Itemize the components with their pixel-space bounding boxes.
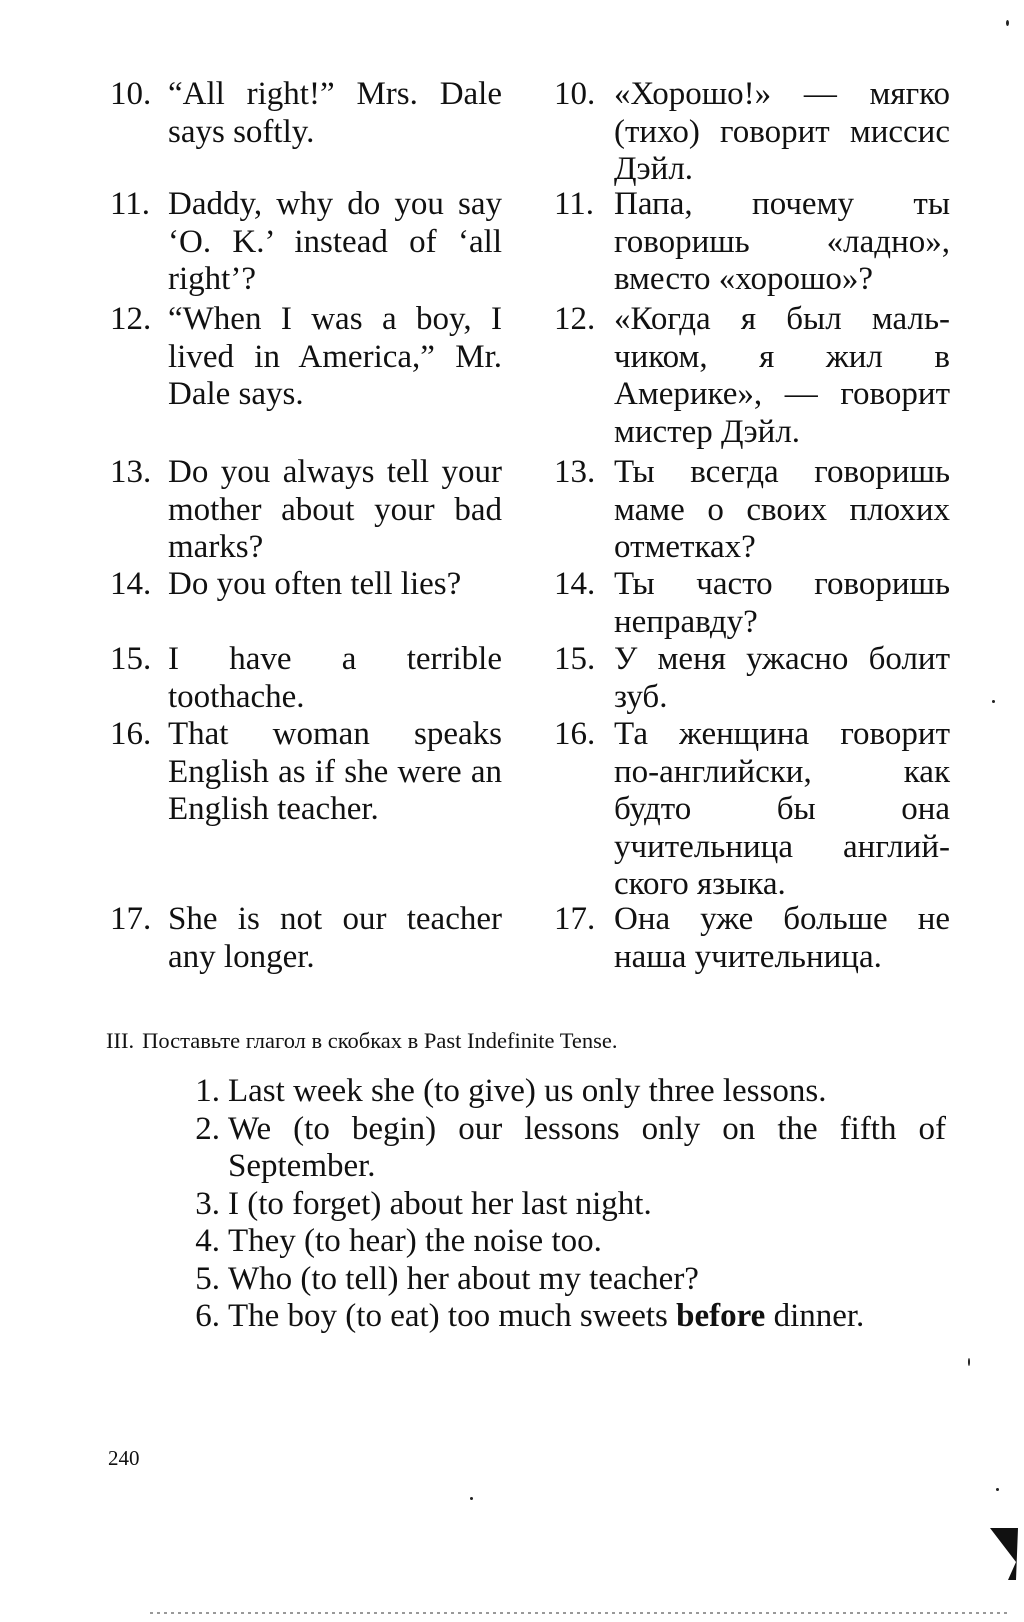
russian-sentence-text: «Хорошо!» — мягко (тихо) говорит миссис Дэйл. — [614, 76, 950, 187]
parallel-translation-list — [110, 76, 950, 981]
russian-sentence — [554, 901, 950, 976]
russian-sentence-number: 12. — [554, 301, 596, 337]
english-sentence-text: She is not our teacher any longer. — [168, 901, 502, 975]
russian-sentence — [554, 301, 950, 451]
scan-speck — [470, 1497, 473, 1500]
russian-sentence — [554, 454, 950, 567]
russian-sentence-number: 16. — [554, 716, 596, 752]
exercise-item-number: 6. — [195, 1298, 220, 1334]
exercise-item-text: They (to hear) the noise too. — [228, 1223, 602, 1259]
russian-sentence-text: Ты часто говоришь неправду? — [614, 566, 950, 640]
russian-sentence — [554, 716, 950, 904]
exercise-instruction: Поставьте глагол в скобках в Past Indefinite Tense. — [142, 1028, 618, 1053]
sentence-pair — [110, 566, 950, 641]
english-sentence-text: Do you often tell lies? — [168, 566, 462, 602]
russian-sentence-number: 15. — [554, 641, 596, 677]
exercise-item-text-start: The boy (to eat) too much sweets — [228, 1298, 668, 1334]
english-sentence-text: “When I was a boy, I lived in America,” Mr. Dale says. — [168, 301, 502, 412]
exercise-item — [170, 1073, 946, 1111]
russian-sentence — [554, 641, 950, 716]
exercise-item-text: We (to begin) our lessons only on the fifth of September. — [228, 1110, 946, 1184]
english-sentence — [110, 454, 502, 567]
english-sentence — [110, 641, 502, 716]
exercise-item-text — [228, 1298, 946, 1336]
scan-speck — [992, 700, 995, 703]
sentence-pair — [110, 454, 950, 566]
exercise-item-text-end: dinner. — [773, 1298, 865, 1334]
exercise-list — [170, 1073, 946, 1336]
english-sentence-number: 13. — [110, 454, 152, 490]
russian-sentence-number: 14. — [554, 566, 596, 602]
english-sentence-text: Daddy, why do you say ‘O. K.’ instead of ‘all right’? — [168, 186, 502, 297]
scan-speck — [968, 1358, 970, 1366]
english-sentence — [110, 76, 502, 151]
scan-speck — [996, 1488, 999, 1491]
sentence-pair — [110, 901, 950, 981]
russian-sentence-text: Она уже больше не наша учительница. — [614, 901, 950, 975]
scan-edge-mark — [986, 1522, 1020, 1582]
english-sentence — [110, 566, 502, 604]
russian-sentence-number: 11. — [554, 186, 595, 222]
english-sentence-text: “All right!” Mrs. Dale says softly. — [168, 76, 502, 150]
english-sentence — [110, 901, 502, 976]
sentence-pair — [110, 76, 950, 186]
exercise-number: III. — [106, 1028, 135, 1053]
russian-sentence — [554, 186, 950, 299]
russian-sentence-number: 10. — [554, 76, 596, 112]
english-sentence-text: Do you always tell your mother about your bad marks? — [168, 454, 502, 565]
exercise-item-text: Who (to tell) her about my teacher? — [228, 1260, 699, 1297]
english-sentence — [110, 301, 502, 414]
page-number: 240 — [108, 1446, 140, 1470]
english-sentence-number: 11. — [110, 186, 151, 222]
sentence-pair — [110, 301, 950, 454]
exercise-heading — [106, 1027, 956, 1055]
exercise-item-number: 5. — [195, 1260, 220, 1297]
russian-sentence-number: 17. — [554, 901, 596, 937]
exercise-item-number: 4. — [195, 1223, 220, 1259]
exercise-item-text: Last week she (to give) us only three lessons. — [228, 1073, 827, 1109]
sentence-pair — [110, 716, 950, 901]
english-sentence-number: 14. — [110, 566, 152, 602]
english-sentence — [110, 186, 502, 299]
exercise-item — [170, 1186, 946, 1224]
exercise-item-number: 2. — [195, 1110, 220, 1147]
exercise-item — [170, 1223, 946, 1261]
english-sentence-number: 15. — [110, 641, 152, 677]
english-sentence-number: 10. — [110, 76, 152, 112]
russian-sentence — [554, 76, 950, 189]
russian-sentence-text: Ты всегда говоришь маме о своих плохих отметках? — [614, 454, 950, 565]
exercise-item — [170, 1298, 946, 1336]
english-sentence-text: I have a terrible toothache. — [168, 641, 502, 715]
exercise-item-bold-word: before — [676, 1298, 766, 1334]
exercise-item — [170, 1111, 946, 1186]
russian-sentence-number: 13. — [554, 454, 596, 490]
exercise-item-text: I (to forget) about her last night. — [228, 1185, 652, 1222]
russian-sentence-text: «Когда я был мальчиком, я жил в Америке», — говорит мистер Дэйл. — [614, 301, 950, 450]
exercise-item-number: 1. — [195, 1073, 220, 1109]
sentence-pair — [110, 186, 950, 301]
scan-bottom-edge — [150, 1612, 1010, 1614]
english-sentence-number: 16. — [110, 716, 152, 752]
scan-speck — [1006, 20, 1009, 26]
russian-sentence-text: У меня ужасно болит зуб. — [614, 641, 950, 715]
exercise-item-number: 3. — [195, 1185, 220, 1222]
english-sentence-text: That woman speaks English as if she were an English teacher. — [168, 716, 502, 827]
english-sentence — [110, 716, 502, 829]
russian-sentence-text: Та женщина говорит по-английски, как будто бы она учительница английского языка. — [614, 716, 950, 902]
russian-sentence-text: Папа, почему ты говоришь «ладно», вместо «хорошо»? — [614, 186, 950, 297]
exercise-item — [170, 1261, 946, 1299]
sentence-pair — [110, 641, 950, 716]
english-sentence-number: 12. — [110, 301, 152, 337]
russian-sentence — [554, 566, 950, 641]
english-sentence-number: 17. — [110, 901, 152, 937]
